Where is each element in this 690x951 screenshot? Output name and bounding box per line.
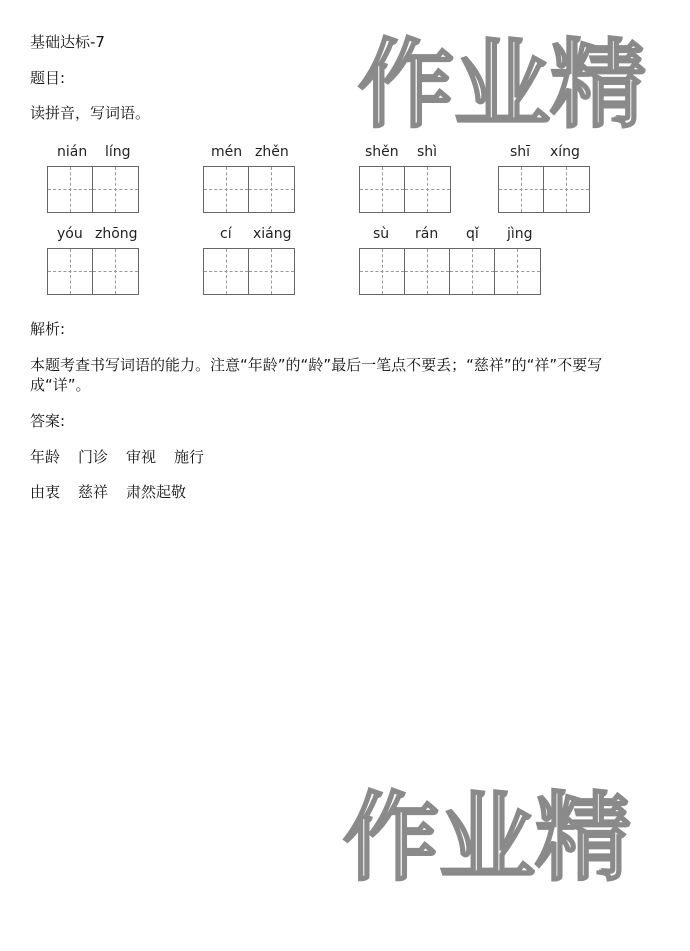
pinyin-group — [47, 144, 139, 213]
pinyin-syllable: qǐ — [466, 226, 479, 242]
answer-line-1 — [30, 447, 222, 467]
question-label: 题目: — [30, 69, 66, 87]
pinyin-syllable: xiáng — [253, 226, 292, 242]
pinyin-syllable: líng — [105, 144, 131, 160]
pinyin-syllable: yóu — [57, 226, 83, 242]
section-title: 基础达标-7 — [30, 33, 105, 51]
answer-word: 审视 — [126, 448, 157, 466]
svg-text:作业精: 作业精 — [343, 782, 631, 894]
answer-word: 门诊 — [78, 448, 109, 466]
pinyin-group — [47, 226, 139, 295]
writing-grid[interactable] — [359, 166, 451, 213]
pinyin-syllable: nián — [57, 144, 88, 160]
question-instruction: 读拼音，写词语。 — [30, 104, 151, 122]
pinyin-group — [359, 226, 541, 295]
pinyin-syllable: mén — [211, 144, 243, 160]
writing-grid[interactable] — [47, 248, 139, 295]
answer-word: 年龄 — [30, 448, 61, 466]
pinyin-syllable: rán — [415, 226, 439, 242]
watermark-bottom — [335, 745, 690, 895]
pinyin-syllable: shī — [510, 144, 531, 160]
writing-grid[interactable] — [47, 166, 139, 213]
answer-word: 施行 — [174, 448, 205, 466]
pinyin-syllable: sù — [373, 226, 390, 242]
writing-grid[interactable] — [359, 248, 541, 295]
pinyin-group — [203, 226, 295, 295]
answer-label: 答案: — [30, 412, 66, 430]
writing-grid[interactable] — [203, 166, 295, 213]
pinyin-group — [203, 144, 295, 213]
svg-text:作业精: 作业精 — [358, 29, 646, 140]
pinyin-group — [359, 144, 451, 213]
pinyin-syllable: jìng — [507, 226, 533, 242]
answer-word: 慈祥 — [78, 483, 109, 501]
pinyin-syllable: cí — [220, 226, 232, 242]
analysis-label: 解析: — [30, 320, 66, 338]
pinyin-syllable: zhōng — [95, 226, 138, 242]
pinyin-group — [498, 144, 590, 213]
pinyin-syllable: shì — [417, 144, 438, 160]
answer-word: 由衷 — [30, 483, 61, 501]
answer-line-2 — [30, 482, 204, 502]
writing-grid[interactable] — [498, 166, 590, 213]
pinyin-syllable: xíng — [550, 144, 580, 160]
answer-word: 肃然起敬 — [126, 483, 187, 501]
watermark-top — [350, 0, 690, 140]
analysis-text: 本题考查书写词语的能力。注意“年龄”的“龄”最后一笔点不要丢；“慈祥”的“祥”不要写成“详”。 — [30, 356, 603, 394]
pinyin-syllable: shěn — [365, 144, 399, 160]
writing-grid[interactable] — [203, 248, 295, 295]
pinyin-syllable: zhěn — [255, 144, 289, 160]
